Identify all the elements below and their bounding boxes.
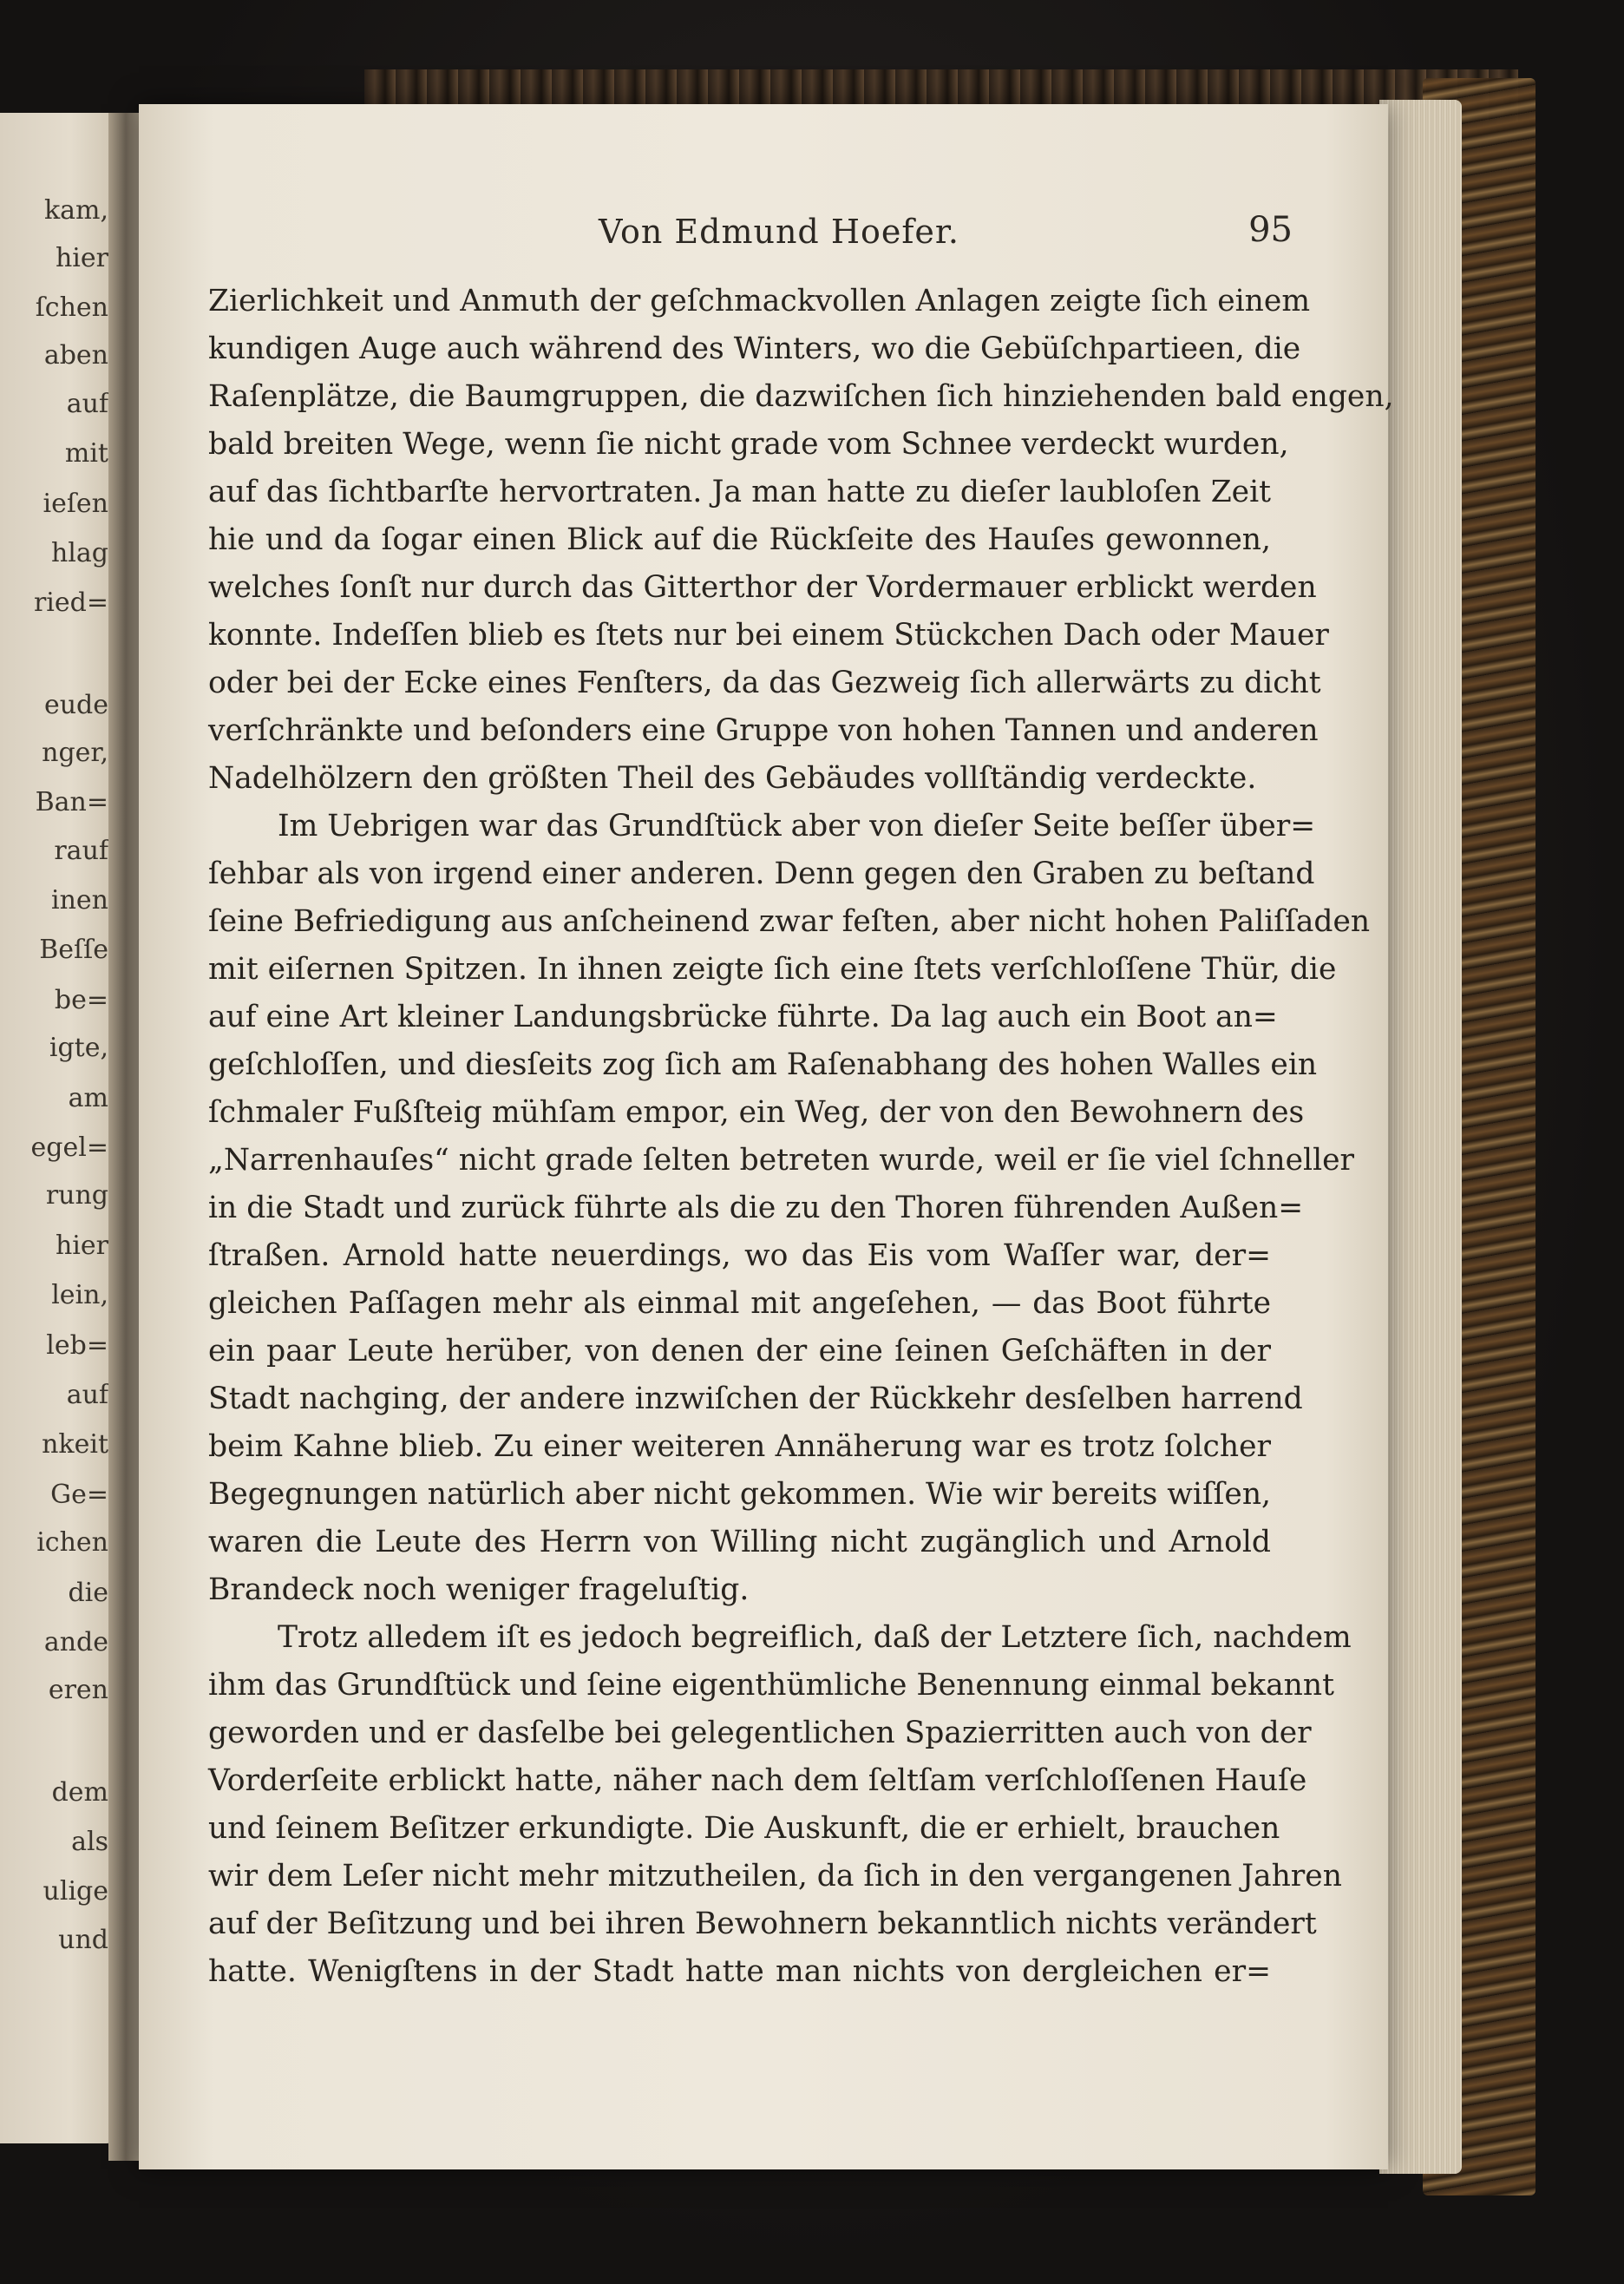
text-line: Nadelhölzern den größten Theil des Gebäudes vollſtändig verdeckte. — [208, 761, 1257, 796]
text-line: auf das ſichtbarſte hervortraten. Ja man hatte zu dieſer laubloſen Zeit — [208, 475, 1271, 509]
left-page-fragment: Beſſe — [39, 935, 108, 965]
left-page-fragment: nkeit — [42, 1429, 108, 1460]
text-line: oder bei der Ecke eines Fenſters, da das Gezweig ſich allerwärts zu dicht — [208, 666, 1321, 700]
text-line: und ſeinem Beſitzer erkundigte. Die Auskunft, die er erhielt, brauchen — [208, 1811, 1280, 1846]
gutter — [108, 113, 143, 2161]
text-line: ſtraßen. Arnold hatte neuerdings, wo das Eis vom Waſſer war, der= — [208, 1238, 1271, 1273]
text-line: „Narrenhauſes“ nicht grade ſelten betreten wurde, weil er ſie viel ſchneller — [208, 1143, 1355, 1178]
left-page-fragment: als — [71, 1827, 108, 1857]
text-line: wir dem Leſer nicht mehr mitzutheilen, da ſich in den vergangenen Jahren — [208, 1859, 1342, 1893]
running-head: Von Edmund Hoefer. — [599, 213, 959, 251]
text-line: Begegnungen natürlich aber nicht gekommen. Wie wir bereits wiſſen, — [208, 1477, 1271, 1512]
left-page-fragment: ulige — [43, 1876, 108, 1907]
text-line: Raſenplätze, die Baumgruppen, die dazwiſchen ſich hinziehenden bald engen, — [208, 379, 1394, 414]
text-line: Brandeck noch weniger frageluſtig. — [208, 1572, 750, 1607]
left-page-fragment: die — [68, 1578, 108, 1608]
text-line: ihm das Grundſtück und ſeine eigenthümliche Benennung einmal bekannt — [208, 1668, 1334, 1703]
page-number: 95 — [1248, 210, 1293, 250]
left-page-fragment: rauf — [54, 836, 108, 866]
left-page-fragment: inen — [51, 885, 108, 916]
text-line: hatte. Wenigſtens in der Stadt hatte man nichts von dergleichen er= — [208, 1954, 1271, 1989]
left-page-fragment: ieſen — [43, 489, 108, 519]
text-line: ſeine Befriedigung aus anſcheinend zwar feſten, aber nicht hohen Paliſſaden — [208, 904, 1371, 939]
body-text — [208, 278, 1394, 1996]
left-page-fragment: igte, — [49, 1033, 108, 1063]
text-line: Vorderſeite erblickt hatte, näher nach dem ſeltſam verſchloſſenen Hauſe — [208, 1763, 1307, 1798]
text-line: beim Kahne blieb. Zu einer weiteren Annäherung war es trotz ſolcher — [208, 1429, 1271, 1464]
text-line: Trotz alledem iſt es jedoch begreiflich, daß der Letztere ſich, nachdem — [278, 1620, 1352, 1655]
text-line: geſchloſſen, und diesſeits zog ſich am Raſenabhang des hohen Walles ein — [208, 1047, 1318, 1082]
left-page-fragment: Ge= — [50, 1480, 108, 1510]
text-line: bald breiten Wege, wenn ſie nicht grade vom Schnee verdeckt wurden, — [208, 427, 1289, 462]
left-page-fragment: hlag — [50, 538, 108, 568]
left-page-fragment: nger, — [42, 738, 108, 768]
left-page-fragment: und — [58, 1925, 108, 1955]
left-page-fragment: Ban= — [35, 787, 108, 817]
text-line: waren die Leute des Herrn von Willing nicht zugänglich und Arnold — [208, 1525, 1271, 1559]
left-page-fragment: ried= — [33, 587, 108, 618]
left-page-fragment: hier — [55, 1231, 108, 1261]
text-line: auf der Beſitzung und bei ihren Bewohnern bekanntlich nichts verändert — [208, 1907, 1317, 1941]
right-page — [139, 104, 1394, 2169]
text-line: welches ſonſt nur durch das Gitterthor der Vordermauer erblickt werden — [208, 570, 1317, 605]
left-page-fragment: eren — [48, 1675, 108, 1705]
left-page-fragment: rung — [45, 1180, 108, 1211]
text-line: mit eiſernen Spitzen. In ihnen zeigte ſich eine ſtets verſchloſſene Thür, die — [208, 952, 1337, 987]
text-line: Im Uebrigen war das Grundſtück aber von dieſer Seite beſſer über= — [278, 809, 1316, 843]
text-line: Stadt nachging, der andere inzwiſchen der Rückkehr desſelben harrend — [208, 1382, 1303, 1416]
left-page-fragment: ſchen — [35, 292, 108, 323]
left-page-fragment: lein, — [51, 1280, 108, 1310]
text-line: gleichen Paſſagen mehr als einmal mit angeſehen, — das Boot führte — [208, 1286, 1271, 1321]
left-page-fragment: hier — [55, 243, 108, 273]
text-line: ein paar Leute herüber, von denen der eine ſeinen Geſchäften in der — [208, 1334, 1271, 1368]
text-line: geworden und er dasſelbe bei gelegentlichen Spazierritten auch von der — [208, 1716, 1312, 1750]
left-page-fragment: be= — [54, 985, 108, 1015]
left-page-fragment: auf — [66, 1380, 108, 1410]
left-page-fragment: kam, — [43, 195, 108, 226]
text-line: konnte. Indeſſen blieb es ſtets nur bei einem Stückchen Dach oder Mauer — [208, 618, 1329, 653]
text-line: ſchmaler Fußſteig mühſam empor, ein Weg, der von den Bewohnern des — [208, 1095, 1305, 1130]
text-line: hie und da ſogar einen Blick auf die Rückſeite des Hauſes gewonnen, — [208, 522, 1271, 557]
left-page-fragment: ande — [43, 1627, 108, 1657]
left-page-fragment: aben — [43, 340, 108, 371]
left-page — [0, 113, 117, 2143]
text-line: in die Stadt und zurück führte als die zu den Thoren führenden Außen= — [208, 1191, 1304, 1225]
text-line: kundigen Auge auch während des Winters, wo die Gebüſchpartieen, die — [208, 331, 1301, 366]
left-page-fragment: am — [68, 1083, 108, 1113]
left-page-fragment: ichen — [36, 1527, 108, 1558]
text-line: Zierlichkeit und Anmuth der geſchmackvollen Anlagen zeigte ſich einem — [208, 284, 1311, 318]
text-line: ſehbar als von irgend einer anderen. Denn gegen den Graben zu beſtand — [208, 856, 1315, 891]
left-page-fragment: egel= — [30, 1132, 108, 1163]
text-line: verſchränkte und beſonders eine Gruppe von hohen Tannen und anderen — [208, 713, 1319, 748]
left-page-fragment: dem — [51, 1777, 108, 1808]
text-line: auf eine Art kleiner Landungsbrücke führte. Da lag auch ein Boot an= — [208, 1000, 1278, 1034]
left-page-fragment: auf — [66, 389, 108, 419]
left-page-fragment: eude — [43, 690, 108, 720]
left-page-fragment: leb= — [46, 1330, 108, 1361]
left-page-fragment: mit — [64, 438, 108, 469]
